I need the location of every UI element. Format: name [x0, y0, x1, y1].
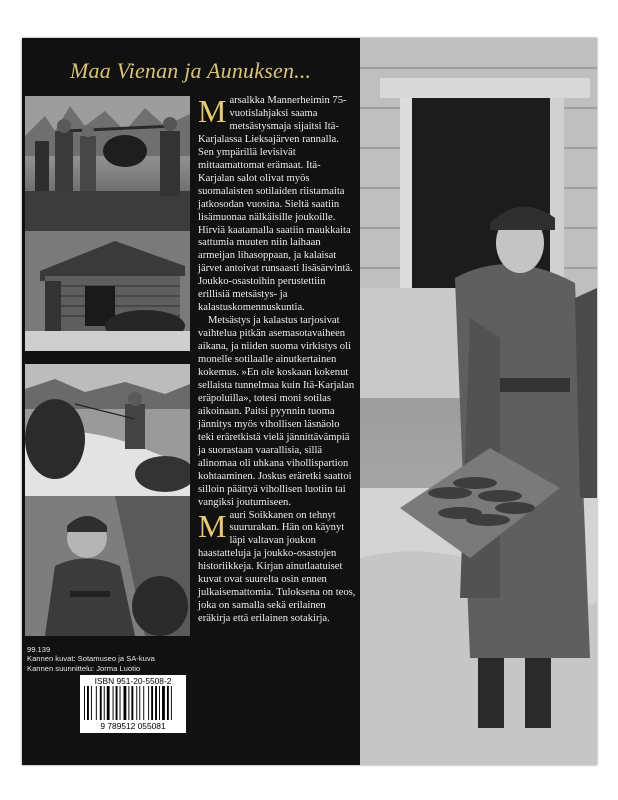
ean-number: 9 789512 055081	[100, 721, 166, 731]
paragraph-intro-text: arsalkka Mannerheimin 75-vuotislahjaksi saama metsästysmaja sijaitsi Itä-Karjalassa Lieksajärven rannalla. Sen ympärillä levisivät mittaamattomat erämaat. Itä-Karjalan salot olivat myös suomalaisten sotilaiden riistamaita jatkosodan vuosina. Sieltä saatiin lisämuonaa nälkäisille joukoille. Hirviä kaatamalla saatiin maukkaita sattumia muuten niin laihaan armeijan lihasoppaan, ja kalaisat järvet antoivat runsaasti lisäsärvintä. Joukko-osastoihin perustettiin erillisiä metsästys- ja kalastuskomennuskuntia.	[198, 95, 353, 314]
dropcap: M	[198, 507, 227, 544]
photo-credit: Kannen kuvat: Sotamuseo ja SA-kuva	[27, 654, 155, 664]
paragraph-author-text: auri Soikkanen on tehnyt suururakan. Hän on käynyt läpi valtavan joukon haastatteluja ja joukko-osastojen historiikkeja. Kirjan ainutlaatuiset kuvat ovat suurelta osin ennen julkaisemattomia. Tuloksena on teos, joka on samalla sekä erilainen eräkirja että erilainen sotakirja.	[198, 509, 356, 625]
design-credit: Kannen suunnittelu: Jorma Luotio	[27, 663, 141, 673]
photo-soldier-with-fish	[360, 38, 597, 765]
barcode-bars	[84, 686, 182, 720]
paragraph-author	[198, 507, 356, 627]
text-panel	[22, 38, 360, 765]
photo-log-cabin	[25, 231, 190, 351]
photo-bear-hunters	[25, 96, 190, 231]
dropcap: M	[198, 93, 227, 129]
colophon	[27, 645, 155, 673]
description-column	[198, 95, 356, 626]
isbn-label: ISBN 951-20-5508-2	[94, 676, 172, 686]
paragraph-hunting: Metsästys ja kalastus tarjosivat vaihtelua pitkän asemasotavaiheen aikana, ja niiden suoma virkistys oli monelle sotilaalle ainutkertainen kokemus. »En ole koskaan kokenut sellaista tunnelmaa kuin Itä-Karjalan eräpoluilla», totesi moni sotilas aikoinaan. Paitsi pyynnin tuoma jännitys myös vihollisen läsnäolo teki eräretkistä vielä jännittävämpiä ja suorastaan vaarallisia, sillä alinomaa oli uhkana vihollispartion kohtaaminen. Joskus eräretki saattoi silloin päättyä vihollisen luotiin tai vangiksi joutumiseen.	[198, 315, 355, 508]
book-back-cover	[22, 38, 597, 765]
catalog-code: 99.139	[27, 645, 51, 654]
photo-soldier-portrait	[25, 496, 190, 636]
headline: Maa Vienan ja Aunuksen...	[70, 58, 312, 83]
photo-fishing-rapids	[25, 364, 190, 496]
paragraph-intro	[198, 95, 356, 315]
barcode	[80, 675, 186, 733]
